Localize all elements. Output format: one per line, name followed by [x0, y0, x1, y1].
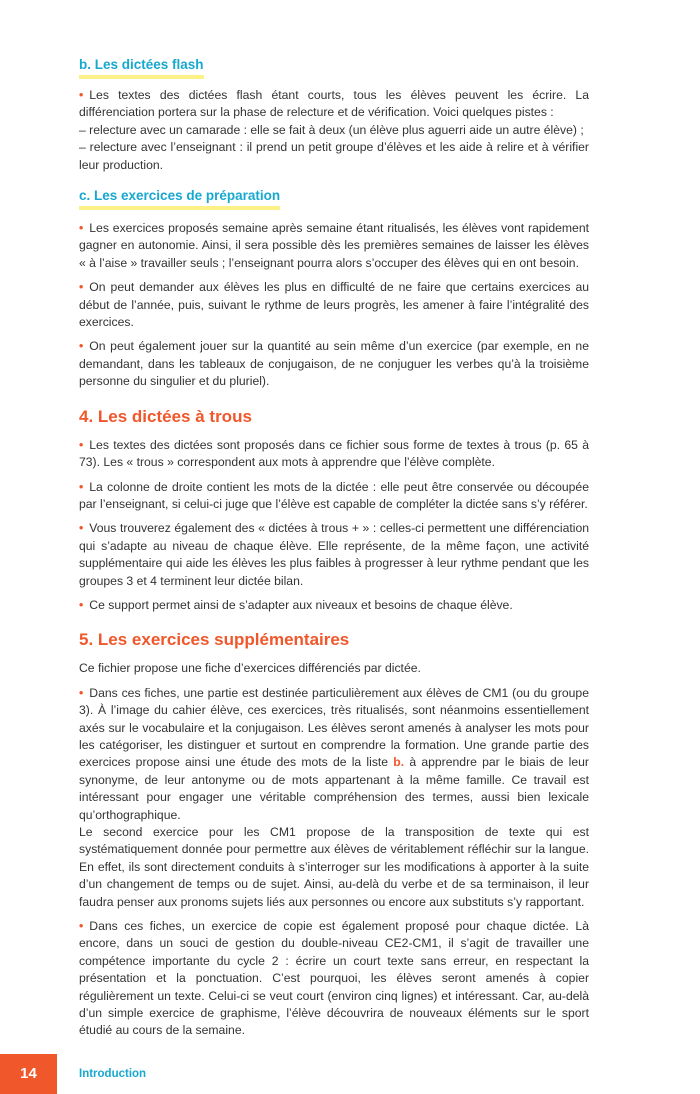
page-number: 14: [0, 1054, 57, 1094]
heading-exercices-preparation: c. Les exercices de préparation: [79, 188, 280, 210]
bullet-icon: •: [79, 88, 84, 102]
bullet-icon: •: [79, 221, 84, 236]
heading-exercices-supplementaires: 5. Les exercices supplémentaires: [79, 630, 350, 650]
paragraph: • On peut demander aux élèves les plus en difficulté de ne faire que certains exercices au début de l’année, puis, suivant le rythme de leurs progrès, les amener à faire l’intégralité des exercices.: [79, 280, 589, 330]
paragraph: • Ce support permet ainsi de s’adapter aux niveaux et besoins de chaque élève.: [79, 597, 513, 612]
bullet-icon: •: [79, 597, 84, 612]
footer-section-label: Introduction: [79, 1067, 147, 1080]
paragraph: • La colonne de droite contient les mots de la dictée : elle peut être conservée ou découpée par l’enseignant, si celui-ci juge que l’élève est capable de compléter la dictée sans s’y référer.: [79, 479, 589, 511]
paragraph: • On peut également jouer sur la quantité au sein même d’un exercice (par exemple, en ne demandant, dans les tableaux de conjugaison, de ne conjuguer les verbes qu’à la troisième personne du singulier et du pluriel).: [79, 339, 589, 389]
paragraph: • Les exercices proposés semaine après semaine étant ritualisés, les élèves vont rapidement gagner en autonomie. Ainsi, il sera possible dès les premières semaines de laisser les élèves « à l’aise » travailler seuls ; l’enseignant pourra alors s’occuper des élèves qui en ont besoin.: [79, 221, 589, 270]
paragraph: • Les textes des dictées flash étant courts, tous les élèves peuvent les écrire. La différenciation portera sur la phase de relecture et de vérification. Voici quelques pistes :: [79, 88, 589, 120]
heading-dictees-flash: b. Les dictées flash: [79, 57, 204, 79]
bullet-icon: •: [79, 339, 84, 354]
bullet-icon: •: [79, 685, 84, 700]
bullet-icon: •: [79, 919, 84, 934]
bullet-icon: •: [79, 521, 84, 536]
bullet-icon: •: [79, 280, 84, 295]
bullet-icon: •: [79, 479, 84, 494]
page-content: [79, 0, 589, 1040]
paragraph: – relecture avec l’enseignant : il prend un petit groupe d’élèves et les aide à relire et à vérifier leur production.: [79, 140, 589, 172]
paragraph: – relecture avec un camarade : elle se fait à deux (un élève plus aguerri aide un autre élève) ;: [79, 122, 584, 137]
paragraph: Ce fichier propose une fiche d’exercices différenciés par dictée.: [79, 661, 421, 676]
paragraph: • Vous trouverez également des « dictées à trous + » : celles-ci permettent une différenciation qui s’adapte au niveau de chaque élève. Elle représente, de la même façon, une activité supplémentaire qui aide les élèves les plus faibles à progresser à leur rythme pendant que les groupes 3 et 4 terminent leur dictée bilan.: [79, 521, 589, 588]
heading-dictees-a-trous: 4. Les dictées à trous: [79, 406, 252, 426]
paragraph: • Les textes des dictées sont proposés dans ce fichier sous forme de textes à trous (p. 65 à 73). Les « trous » correspondent aux mots à apprendre que l’élève complète.: [79, 437, 589, 470]
paragraph: • Dans ces fiches, un exercice de copie est également proposé pour chaque dictée. Là encore, dans un souci de gestion du double-niveau CE2-CM1, il s’agit de travailler une compétence importante du cycle 2 : écrire un court texte sans erreur, en respectant la présentation et la ponctuation. C’est pourquoi, les élèves seront amenés à copier régulièrement un texte. Celui-ci se veut court (environ cinq lignes) et intéressant. Car, au-delà d’un simple exercice de graphisme, l’élève découvrira de nouveaux éléments sur le sport étudié au cours de la semaine.: [79, 919, 589, 1038]
paragraph: • Dans ces fiches, une partie est destinée particulièrement aux élèves de CM1 (ou du groupe 3). À l’image du cahier élève, ces exercices, très ritualisés, sont néanmoins essentiellement axés sur le vocabulaire et la conjugaison. Les élèves seront amenés à analyser les mots pour les catégoriser, les distinguer et surtout en comprendre la formation. Une grande partie des exercices propose ainsi une étude des mots de la liste b. à apprendre par le biais de leur synonyme, de leur antonyme ou de mots appartenant à la même famille. Ce travail est intéressant pour engager une véritable compréhension des termes, aussi bien lexicale qu’orthographique.: [79, 685, 589, 822]
footer: [0, 1040, 700, 1094]
paragraph: Le second exercice pour les CM1 propose de la transposition de texte qui est systématiquement donnée pour permettre aux élèves de véritablement réfléchir sur la langue. En effet, ils sont directement conduits à s’interroger sur les modifications à apporter à la suite d’un changement de temps ou de sujet. Ainsi, au-delà du verbe et de sa terminaison, il leur faudra penser aux pronoms sujets liés aux personnes ou encore aux substituts s’y rapportant.: [79, 825, 589, 909]
bullet-icon: •: [79, 437, 84, 452]
